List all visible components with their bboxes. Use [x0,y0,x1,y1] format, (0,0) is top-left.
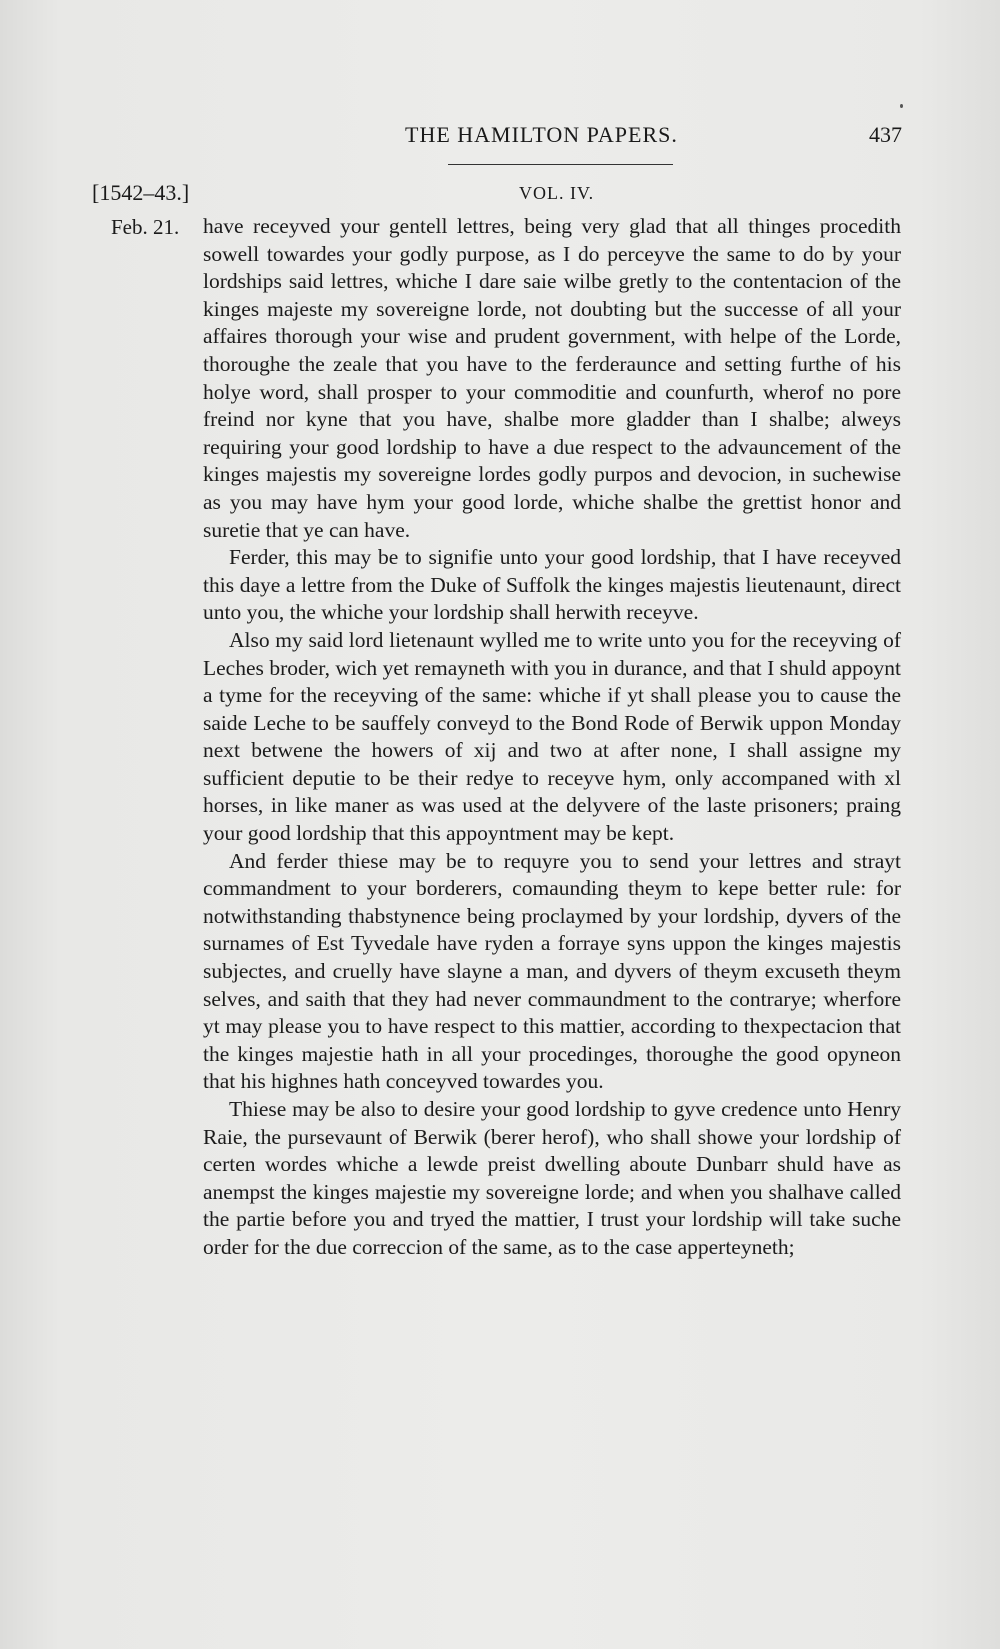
paragraph: Thiese may be also to desire your good lordship to gyve credence unto Henry Raie, the pursevaunt of Berwik (berer herof), who shall showe your lordship of certen wordes whiche a lewde preist dwelling aboute Dunbarr shuld have as anempst the kinges majestie my sovereigne lorde; and when you shalhave called the partie before you and tryed the mattier, I trust your lordship will take suche order for the due correccion of the same, as to the case apperteyneth; [203,1097,901,1259]
ink-speck [900,104,903,108]
page-number: 437 [869,122,902,147]
letter-body [203,213,901,1262]
paragraph: Ferder, this may be to signifie unto your good lordship, that I have receyved this daye a lettre from the Duke of Suffolk the kinges majestis lieutenaunt, direct unto you, the whiche your lordship shall herwith receyve. [203,545,901,625]
volume-label: VOL. IV. [519,183,595,203]
paragraph: Also my said lord lietenaunt wylled me to write unto you for the receyving of Leches broder, wich yet remayneth with you in durance, and that I shuld appoynt a tyme for the receyving of the same: whiche if yt shall please you to cause the saide Leche to be sauffely conveyd to the Bond Rode of Berwik uppon Monday next betwene the howers of xij and two at after none, I shall assigne my sufficient deputie to be their redye to receyve hym, only accompaned with xl horses, in like maner as was used at the delyvere of the laste prisoners; praing your good lordship that this appoyntment may be kept. [203,627,901,846]
margin-date: Feb. 21. [111,215,180,239]
paragraph: And ferder thiese may be to requyre you to send your lettres and strayt commandment to your borderers, comaunding theym to kepe better rule: for notwithstanding thabstynence being proclaymed by your lordship, dyvers of the surnames of Est Tyvedale have ryden a forraye syns uppon the kinges majestis subjectes, and cruelly have slayne a man, and dyvers of theym excuseth theym selves, and saith that they had never commaundment to the contrarye; wherfore yt may please you to have respect to this mattier, according to thexpectacion that the kinges majestie hath in all your procedinges, thoroughe the good opyneon that his highnes hath conceyved towardes you. [203,848,901,1094]
running-title: THE HAMILTON PAPERS. [405,122,678,147]
paragraph: have receyved your gentell lettres, being very glad that all thinges procedith sowell towardes your godly purpose, as I do perceyve the same to do by your lordships said lettres, whiche I dare saie wilbe gretly to the contentacion of the kinges majeste my sovereigne lorde, not doubting but the successe of all your affaires thorough your wise and prudent government, with helpe of the Lorde, thoroughe the zeale that you have to the ferderaunce and setting furthe of his holye word, shall prosper to your commoditie and counfurth, wherof no pore freind nor kyne that you have, shalbe more gladder than I shalbe; alweys requiring your good lordship to have a due respect to the advauncement of the kinges majestis my sovereigne lordes godly purpos and devocion, in suchewise as you may have hym your good lorde, whiche shalbe the grettist honor and suretie that ye can have. [203,214,901,542]
title-rule [448,164,673,165]
year-range: [1542–43.] [92,180,190,205]
